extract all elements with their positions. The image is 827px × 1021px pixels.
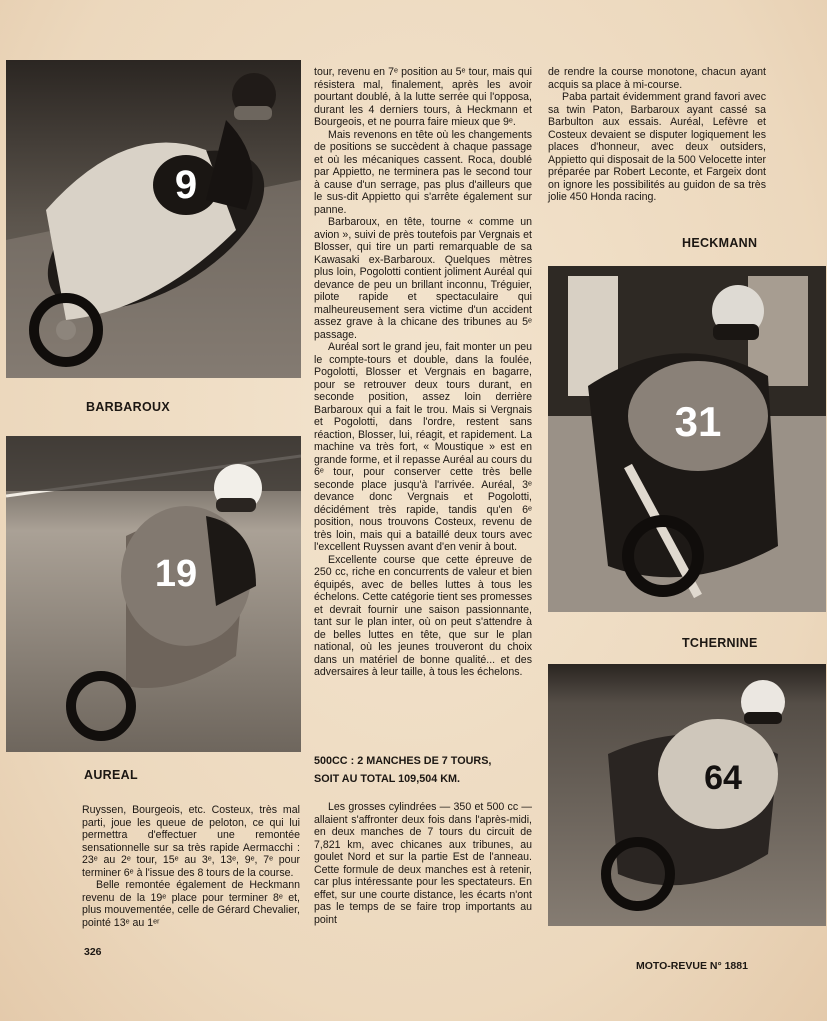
paragraph: de rendre la course monotone, chacun ayant acquis sa place à mi-course. — [548, 66, 766, 91]
paragraph: Mais revenons en tête où les changements de positions se succèdent à chaque passage et où les mécaniques cassent. Roca, doublé par Appietto, ne terminera pas le second tour à cause d'un serrage, pas plus d'ailleurs que le sus-dit Appietto qui s'arrête également sur panne. — [314, 128, 532, 216]
column-middle-text-2 — [314, 801, 532, 926]
paragraph: tour, revenu en 7ᵉ position au 5ᵉ tour, mais qui résistera mal, finalement, après les avoir pourtant doublé, à la lutte serrée qui l'opposa, durant les 4 derniers tours, à Heckmann et Bourgeois, et ne pourra faire mieux que 9ᵉ. — [314, 66, 532, 128]
caption-heckmann: HECKMANN — [682, 236, 758, 250]
column-middle-text — [314, 66, 532, 679]
paragraph: Auréal sort le grand jeu, fait monter un peu le compte-tours et double, dans la foulée, Pogolotti, Blosser et Vergnais en bagarre, pour se retrouver deux tours durant, en seconde position, assez loin derrière Barbaroux qui a fait le trou. Mais si Vergnais et Pogolotti, dans l'ordre, restent sans réaction, Blosser, lui, réagit, et rapidement. La machine va très fort, « Moustique » est en grande forme, et il repasse Auréal au cours du 6ᵉ tour, pour conserver cette très belle seconde place jusqu'à l'arrivée. Auréal, 3ᵉ devance donc Vergnais et Pogolotti, décidément très rapide, tandis qu'en 6ᵉ position, nous trouvons Costeux, revenu de très loin, mais qui a bataillé deux tours avec l'excellent Ruyssen avant d'en venir à bout. — [314, 341, 532, 553]
caption-aureal: AUREAL — [84, 768, 138, 782]
photo-aureal — [6, 436, 301, 752]
column-right-text — [548, 66, 766, 204]
photo-heckmann — [548, 266, 826, 612]
heading-line: 500CC : 2 MANCHES DE 7 TOURS, — [314, 755, 492, 767]
race-number-9: 9 — [174, 163, 198, 207]
photo-barbaroux — [6, 60, 301, 378]
paragraph: Belle remontée également de Heckmann revenu de la 19ᵉ place pour terminer 8ᵉ et, plus mouvementée, celle de Gérard Chevalier, pointé 13ᵉ au 1ᵉʳ — [82, 879, 300, 929]
column-left-text — [82, 804, 300, 929]
heading-line: SOIT AU TOTAL 109,504 KM. — [314, 773, 460, 785]
page-number: 326 — [84, 946, 102, 958]
caption-tchernine: TCHERNINE — [682, 636, 758, 650]
race-number-64: 64 — [704, 759, 742, 797]
paragraph: Paba partait évidemment grand favori avec sa twin Paton, Barbaroux ayant cassé sa Barbulton aux essais. Auréal, Lefèvre et Costeux devaient se disputer logiquement les places d'honneur, avec deux outsiders, Appietto qui disposait de la 500 Velocette inter préparée par Robert Leconte, et Fargeix dont on ignore les possibilités au guidon de sa très jolie 450 Honda racing. — [548, 91, 766, 203]
paragraph: Barbaroux, en tête, tourne « comme un avion », suivi de près toutefois par Vergnais et Blosser, qui tire un parti remarquable de sa Kawasaki ex-Barbaroux. Quelques mètres plus loin, Pogolotti contient joliment Auréal qui devance de peu un brillant inconnu, Tréguier, pilote rapide et spectaculaire qui malheureusement sera victime d'un accident assez grave à la chicane des tribunes au 5ᵉ passage. — [314, 216, 532, 341]
publication-name: MOTO-REVUE N° 1881 — [636, 960, 748, 972]
race-number-31: 31 — [674, 398, 722, 445]
section-heading-500cc — [314, 752, 532, 788]
race-number-19: 19 — [154, 553, 198, 595]
paragraph: Excellente course que cette épreuve de 250 cc, riche en concurrents de valeur et bien équipés, avec de belles luttes à tous les échelons. Cette catégorie tient ses promesses et devrait fournir une saison passionnante, tant sur le plan inter, où on peut s'attendre à de belles luttes en tête, que sur le plan national, où les jeunes trouveront du choix dans un matériel de bonne qualité... et des adversaires à leur taille, à tous les échelons. — [314, 553, 532, 678]
paragraph: Ruyssen, Bourgeois, etc. Costeux, très mal parti, joue les queue de peloton, ce qui lui permettra d'effectuer une remontée sensationnelle sur sa très rapide Aermacchi : 23ᵉ au 2ᵉ tour, 15ᵉ au 3ᵉ, 13ᵉ, 9ᵉ, 7ᵉ pour terminer 6ᵉ à l'issue des 8 tours de la course. — [82, 804, 300, 879]
caption-barbaroux: BARBAROUX — [86, 400, 170, 414]
paragraph: Les grosses cylindrées — 350 et 500 cc — allaient s'affronter deux fois dans l'après-midi, en deux manches de 7 tours du circuit de 7,821 km, avec chicanes aux tribunes, au goulet Nord et sur la partie Est de l'anneau. Cette formule de deux manches est à retenir, car plus intéressante pour les spectateurs. En effet, sur une courte distance, les écarts n'ont pas le temps de se faire trop importants au point — [314, 801, 532, 926]
photo-tchernine — [548, 664, 826, 926]
